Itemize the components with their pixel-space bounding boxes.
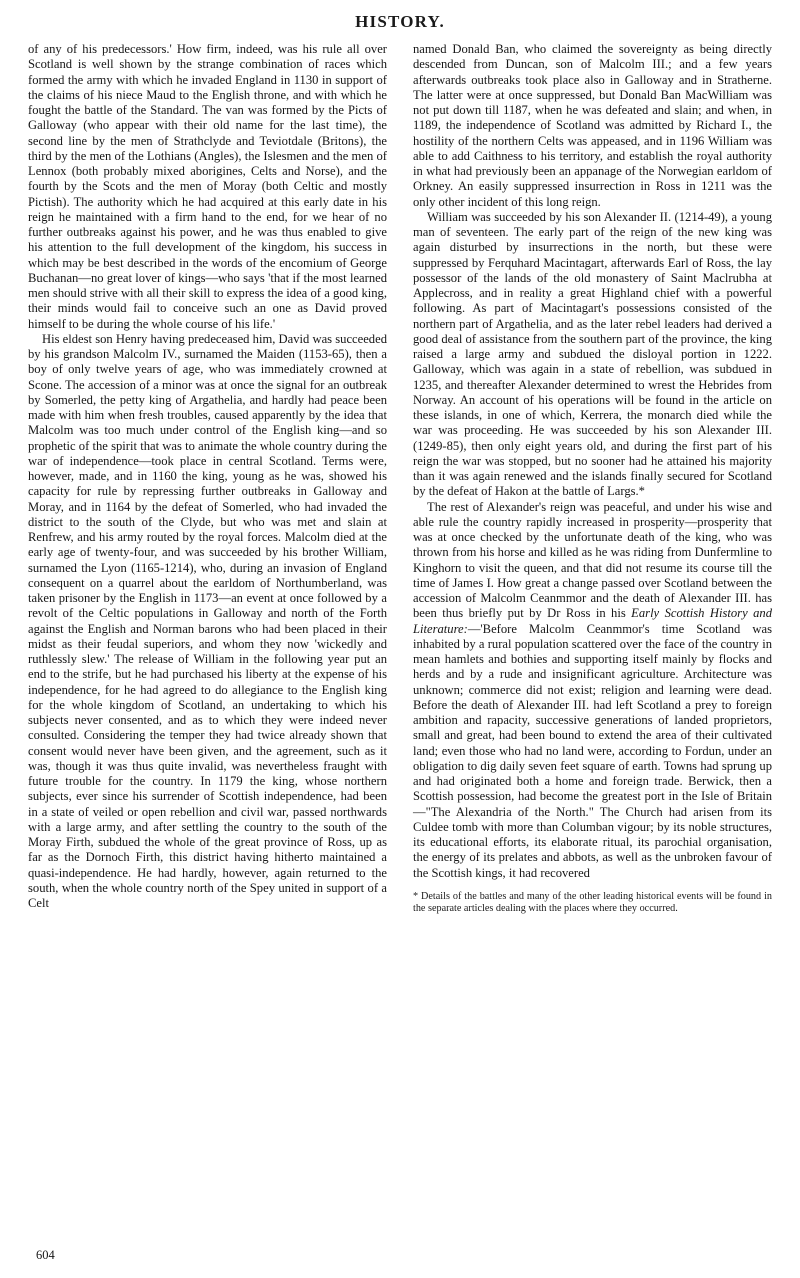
left-column <box>28 42 387 916</box>
paragraph: William was succeeded by his son Alexander II. (1214-49), a young man of seventeen. The early part of the reign of the new king was again disturbed by insurrections in the north, but these were suppressed by Ferquhard Macintagart, afterwards Earl of Ross, the lay possessor of the lands of the old monastery of Saint Maclrubha at Applecross, and in reality a great Highland chief with a powerful following. As part of Macintagart's possessions consisted of the northern part of Argathelia, and as the later rebel leaders had derived a good deal of assistance from the southern part of the province, the king raised a large army and subdued the disloyal portion in 1222. Galloway, which was again in a state of rebellion, was subdued in 1235, and thereafter Alexander determined to wrest the Hebrides from Norway. An account of his operations will be found in the article on these islands, in one of which, Kerrera, the monarch died while the war was proceeding. He was succeeded by his son Alexander III. (1249-85), then only eight years old, and during the first part of his reign the war was stopped, but no sooner had he attained his majority than it was again renewed and the islands finally secured for Scotland by the defeat of Hakon at the battle of Largs.* <box>413 209 772 499</box>
paragraph: His eldest son Henry having predeceased him, David was succeeded by his grandson Malcolm IV., surnamed the Maiden (1153-65), then a boy of only twelve years of age, who was immediately crowned at Scone. The accession of a minor was at once the signal for an outbreak by Somerled, the petty king of Argathelia, and hardly had peace been made with him when fresh troubles, caused apparently by the idea that Malcolm was too much under control of the English king—and so prophetic of the spirit that was to animate the whole country during the war of independence—took place in central Scotland. Terms were, however, made, and in 1160 the king, young as he was, showed his capacity for rule by repressing further outbreaks in Galloway and Moray, and in 1164 by the defeat of Somerled, who had invaded the district to the south of the Clyde, but who was met and slain at Renfrew, and his army routed by the royal forces. Malcolm died at the early age of twenty-four, and was succeeded by his brother William, surnamed the Lyon (1165-1214), who, during an invasion of England consequent on a quarrel about the earldom of Northumberland, was taken prisoner by the English in 1173—an event at once followed by a revolt of the Celtic populations in Galloway and north of the Forth against the English and Norman barons who had been placed in their midst as their feudal superiors, and whom they now 'wickedly and ruthlessly slew.' The release of William in the following year put an end to the strife, but he had purchased his liberty at the expense of his independence, for he had agreed to do allegiance to the English king for the whole kingdom of Scotland, an undertaking to which his subjects never consented, and as to which they were indeed never consulted. Considering the temper they had twice already shown that consent would never have been given, and the agreement, such as it was, though it was thus quite invalid, was nevertheless fraught with future trouble for the country. In 1179 the king, whose northern subjects, ever since his surrender of Scottish independence, had been in a state of veiled or open rebellion and civil war, passed northwards with a large army, and after settling the country to the south of the Moray Firth, subdued the whole of the great province of Ross, up as far as the Dornoch Firth, this district having hitherto maintained a quasi-independence. He had hardly, however, again returned to the south, when the whole country north of the Spey united in support of a Celt <box>28 331 387 910</box>
footnote: * Details of the battles and many of the other leading historical events will be found in the separate articles dealing with the places where they occurred. <box>413 890 772 915</box>
page-title: HISTORY. <box>355 12 445 31</box>
paragraph-with-citation <box>413 500 772 881</box>
cited-work-title: Early Scottish History and Literature: <box>413 606 772 636</box>
paragraph-text-before-title: The rest of Alexander's reign was peaceful, and under his wise and able rule the country rapidly increased in prosperity—prosperity that was at once checked by the unfortunate death of the king, who was thrown from his horse and killed as he was riding from Dunfermline to Kinghorn to visit the queen, and that did not resume its course till the time of James I. How great a change passed over Scotland between the accession of Malcolm Ceanmmor and the death of Alexander III. has been thus briefly put by Dr Ross in his <box>413 499 772 621</box>
paragraph: named Donald Ban, who claimed the sovereignty as being directly descended from Duncan, son of Malcolm III.; and a few years afterwards outbreaks took place also in Galloway and in Stratherne. The latter were at once suppressed, but Donald Ban MacWilliam was not put down till 1187, when he was defeated and slain; and when, in 1189, the independence of Scotland was admitted by Richard I., the hostility of the northern Celts was appeased, and in 1196 William was able to add Caithness to his territory, and establish the royal authority in what had previously been an appanage of the Norwegian earldom of Orkney. An easily suppressed insurrection in Ross in 1211 was the only other incident of this long reign. <box>413 42 772 209</box>
text-columns <box>28 42 772 916</box>
paragraph: of any of his predecessors.' How firm, indeed, was his rule all over Scotland is well shown by the strange combination of races which formed the army with which he invaded England in 1130 in support of the claims of his niece Maud to the English throne, and with which he fought the battle of the Standard. The van was formed by the Picts of Galloway (who appear with their old name for the last time), the second line by the men of Strathclyde and Teviotdale (Britons), the third by the men of the Lothians (Angles), the Islesmen and the men of Lennox (both probably mixed aborigines, Celts and Norse), and the fourth by the Scots and the men of Moray (both Celtic and mostly Pictish). The authority which he had acquired at this early date in his reign he maintained with a firm hand to the end, for we hear of no further outbreaks against his power, and he was thus enabled to give his attention to the full development of the kingdom, his success in which may be best described in the words of the encomium of George Buchanan—no great lover of kings—who says 'that if the most learned men should strive with all their skill to express the idea of a good king, their minds would fail to conceive such an one as David proved himself to be during the whole course of his life.' <box>28 42 387 331</box>
right-column <box>413 42 772 916</box>
page-number: 604 <box>36 1248 55 1262</box>
paragraph-text-after-title: —'Before Malcolm Ceanmmor's time Scotland was inhabited by a rural population scattered over the face of the country in mean hamlets and bothies and supporting itself mainly by flocks and herds and by a rude and insignificant agriculture. Architecture was unknown; commerce did not exist; religion and learning were dead. Before the death of Alexander III. had left Scotland a prey to foreign ambition and rapacity, successive generations of landed proprietors, small and great, had been bound to extend the area of their cultivated land; even those who had no land were, according to Fordun, under an obligation to dig daily seven feet square of earth. Towns had sprung up and had originated both a home and foreign trade. Berwick, then a Scottish possession, had become the greatest port in the Isle of Britain—"The Alexandria of the North." The Church had arisen from its Culdee tomb with more than Columban vigour; by its noble structures, its educational efforts, its elaborate ritual, its parochial organisation, the energy of its prelates and abbots, as well as the unbroken favour of the Scottish kings, it had recovered <box>413 621 772 880</box>
